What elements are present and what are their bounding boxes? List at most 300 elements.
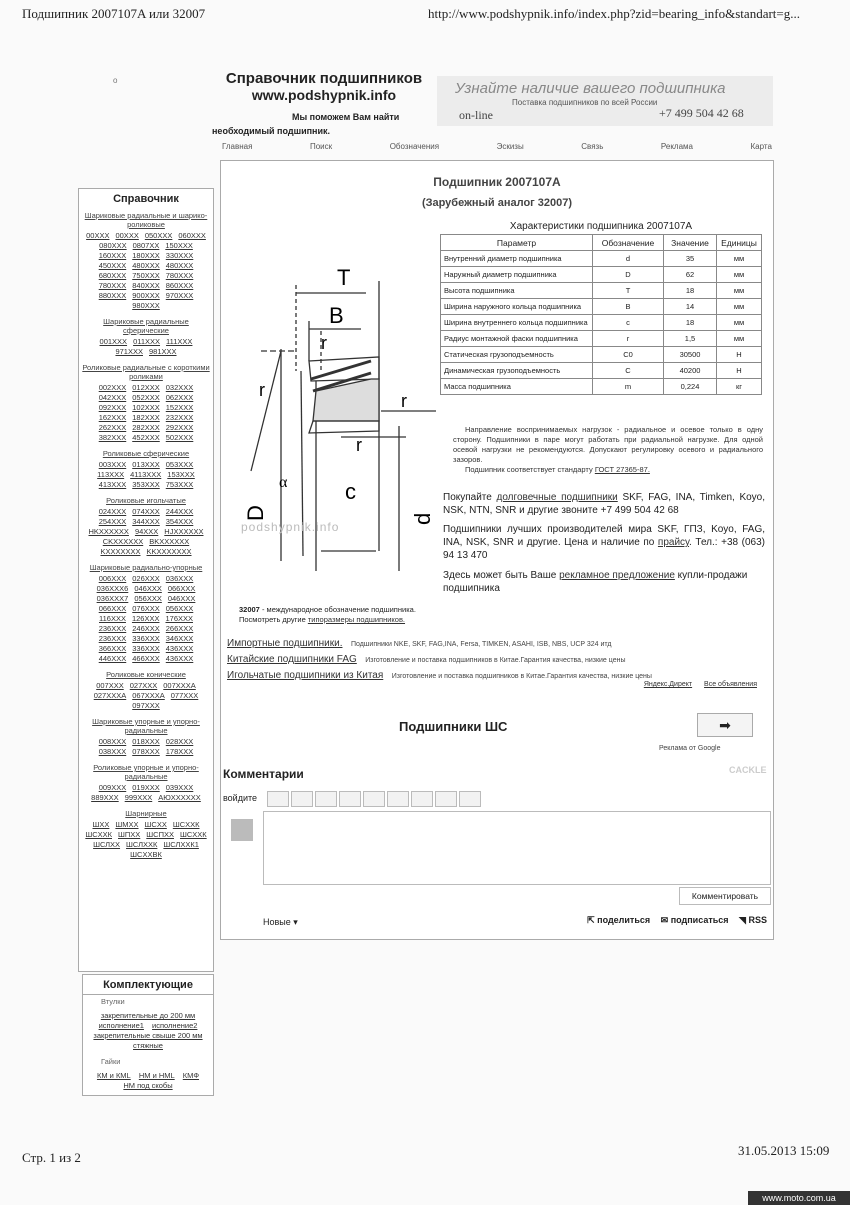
avatar: [231, 819, 253, 841]
spec-header-symbol: Обозначение: [593, 235, 664, 251]
sidebar-item-link[interactable]: ШXX: [92, 820, 110, 829]
spec-value: 0,224: [664, 379, 717, 395]
sidebar-item-link[interactable]: 450XXX: [98, 261, 127, 270]
ads-footer: [644, 681, 757, 688]
nuts-title: Гайки: [101, 1057, 121, 1066]
sidebar-item-link[interactable]: 232XXX: [165, 413, 194, 422]
spec-header-units: Единицы: [717, 235, 762, 251]
sidebar-item-link[interactable]: ШСXX: [144, 820, 167, 829]
sidebar-item-link[interactable]: 024XXX: [98, 507, 127, 516]
comment-textarea[interactable]: [263, 811, 771, 885]
sidebar-item-link[interactable]: ШСXXК: [85, 830, 113, 839]
sidebar-item-link[interactable]: 180XXX: [132, 251, 160, 260]
sidebar-item-link[interactable]: 889XXX: [91, 793, 119, 802]
sidebar-item-link[interactable]: KKXXXXXXX: [146, 547, 192, 556]
sidebar-item-link[interactable]: 056XXX: [134, 594, 162, 603]
sidebar-item-link[interactable]: 366XXX: [98, 644, 127, 653]
sidebar-item-link[interactable]: KXXXXXXX: [100, 547, 141, 556]
spec-row: [441, 331, 762, 347]
social-login-button[interactable]: [387, 791, 409, 807]
help-line2: необходимый подшипник.: [212, 126, 331, 136]
sidebar-item-link[interactable]: 980XXX: [132, 301, 160, 310]
sidebar-section-title[interactable]: Роликовые сферические: [102, 449, 190, 458]
sidebar-sections: [79, 211, 213, 860]
sidebar-item-link[interactable]: 244XXX: [165, 507, 194, 516]
sidebar-item-link[interactable]: 018XXX: [132, 737, 160, 746]
spec-row: [441, 363, 762, 379]
spec-symbol: D: [593, 267, 664, 283]
sidebar-item-link[interactable]: 013XXX: [132, 460, 160, 469]
sidebar-item-link[interactable]: 050XXX: [144, 231, 173, 240]
spec-value: 14: [664, 299, 717, 315]
sidebar-item-link[interactable]: 067XXXA: [132, 691, 165, 700]
sidebar-item-link[interactable]: 346XXX: [165, 634, 194, 643]
sidebar-item-link[interactable]: 880XXX: [98, 291, 127, 300]
nut-link[interactable]: НМ и НМL: [138, 1071, 175, 1080]
sidebar-item-link[interactable]: 002XXX: [98, 383, 127, 392]
spec-value: 30500: [664, 347, 717, 363]
sidebar: [78, 188, 214, 972]
intl-see: Посмотреть другие: [239, 615, 306, 624]
sidebar-item-link[interactable]: 480XXX: [132, 261, 160, 270]
sidebar-item-link[interactable]: 007XXXA: [163, 681, 196, 690]
ad-link[interactable]: Импортные подшипники.: [227, 638, 343, 649]
label-r-top: r: [321, 333, 327, 353]
arrow-right-icon: ➡: [719, 717, 731, 733]
sidebar-item-link[interactable]: 262XXX: [98, 423, 127, 432]
spec-symbol: B: [593, 299, 664, 315]
promo-price: [443, 523, 765, 562]
sidebar-item-link[interactable]: 032XXX: [165, 383, 194, 392]
promo-buy-prefix: Покупайте: [443, 492, 492, 503]
bushing-link[interactable]: закрепительные до 200 мм: [100, 1011, 196, 1020]
spec-unit: Н: [717, 347, 762, 363]
spec-row: [441, 379, 762, 395]
sidebar-section-title[interactable]: Роликовые игольчатые: [106, 496, 186, 505]
sort-label: Новые: [263, 917, 291, 927]
sidebar-item-link[interactable]: 353XXX: [132, 480, 160, 489]
sidebar-item-link[interactable]: 344XXX: [132, 517, 160, 526]
sidebar-item-link[interactable]: 046XXX: [134, 584, 162, 593]
spec-row: [441, 283, 762, 299]
sidebar-item-link[interactable]: 097XXX: [132, 701, 160, 710]
promo-ad: [443, 569, 765, 595]
social-login-button[interactable]: [339, 791, 361, 807]
share-link[interactable]: поделиться: [597, 915, 651, 925]
ad-link[interactable]: Китайские подшипники FAG: [227, 654, 357, 665]
sidebar-item-link[interactable]: 077XXX: [170, 691, 199, 700]
sidebar-item-link[interactable]: BKXXXXXX: [149, 537, 190, 546]
sidebar-section-items: [79, 383, 213, 443]
sidebar-item-link[interactable]: HKXXXXXX: [88, 527, 129, 536]
sidebar-item-link[interactable]: 111XXX: [166, 337, 193, 346]
spec-unit: мм: [717, 299, 762, 315]
nav-ads[interactable]: Реклама: [660, 142, 693, 151]
sidebar-item-link[interactable]: ШСЛXXК1: [163, 840, 199, 849]
bearing-note: [453, 425, 763, 475]
sidebar-item-link[interactable]: 413XXX: [98, 480, 127, 489]
sidebar-item-link[interactable]: 4113XXX: [130, 470, 162, 479]
sidebar-item-link[interactable]: 152XXX: [165, 403, 194, 412]
bushings-list: [83, 1011, 213, 1051]
nut-link[interactable]: КМФ: [182, 1071, 200, 1080]
nut-link[interactable]: НМ под скобы: [123, 1081, 173, 1090]
sidebar-item-link[interactable]: 046XXX: [167, 594, 196, 603]
subscribe-link[interactable]: подписаться: [670, 915, 729, 925]
social-login-button[interactable]: [363, 791, 385, 807]
sidebar-item-link[interactable]: 003XXX: [98, 460, 127, 469]
sidebar-item-link[interactable]: 150XXX: [165, 241, 193, 250]
social-login-button[interactable]: [411, 791, 433, 807]
submit-comment-button[interactable]: Комментировать: [679, 887, 771, 905]
label-c: c: [345, 479, 356, 504]
bushing-link[interactable]: исполнение1: [98, 1021, 144, 1030]
sidebar-item-link[interactable]: 052XXX: [132, 393, 160, 402]
spec-param: Статическая грузоподъемность: [441, 347, 593, 363]
sidebar-item-link[interactable]: 981XXX: [149, 347, 177, 356]
promo-ad-prefix: Здесь может быть Ваше: [443, 570, 557, 581]
ad-desc: Изготовление и поставка подшипников в Китае.Гарантия качества, низкие цены: [365, 657, 626, 664]
sidebar-section-items: [79, 507, 213, 557]
sidebar-item-link[interactable]: CKXXXXXX: [102, 537, 144, 546]
sidebar-item-link[interactable]: 011XXX: [133, 337, 161, 346]
sidebar-section-title[interactable]: Роликовые радиальные с короткими роликами: [82, 363, 210, 381]
components-title: Комплектующие: [83, 979, 213, 995]
label-alpha: α: [279, 474, 288, 491]
comments-login-label: войдите: [223, 793, 258, 803]
sidebar-item-link[interactable]: 336XXX: [132, 634, 160, 643]
sidebar-item-link[interactable]: 330XXX: [165, 251, 194, 260]
intl-code: 32007: [239, 605, 260, 614]
sidebar-item-link[interactable]: 182XXX: [132, 413, 160, 422]
promo-ad-rest: купли-продажи подшипника: [443, 570, 748, 594]
sidebar-item-link[interactable]: 354XXX: [165, 517, 194, 526]
label-D: D: [243, 505, 268, 521]
sidebar-item-link[interactable]: 028XXX: [165, 737, 194, 746]
spec-unit: мм: [717, 283, 762, 299]
sh-title: Подшипники ШС: [399, 719, 508, 734]
sidebar-section-items: [79, 460, 213, 490]
site-title: Справочник подшипников: [225, 70, 423, 87]
nut-link[interactable]: КМ и КМL: [96, 1071, 131, 1080]
sh-arrow-button[interactable]: [697, 713, 753, 737]
nav-home[interactable]: Главная: [222, 142, 253, 151]
sidebar-item-link[interactable]: 026XXX: [132, 574, 160, 583]
spec-header-value: Значение: [664, 235, 717, 251]
sidebar-item-link[interactable]: 452XXX: [132, 433, 160, 442]
nav-map[interactable]: Карта: [750, 142, 772, 151]
product-subtitle: (Зарубежный аналог 32007): [421, 197, 573, 209]
spec-body: [441, 251, 762, 395]
sidebar-item-link[interactable]: 053XXX: [165, 460, 194, 469]
promo-buy-rest: SKF, FAG, INA, Timken, Koyo, NSK, NTN, SNR и другие звоните +7 499 504 42 68: [443, 492, 766, 516]
sidebar-item-link[interactable]: 062XXX: [165, 393, 194, 402]
sidebar-item-link[interactable]: 080XXX: [99, 241, 127, 250]
sidebar-item-link[interactable]: 027XXXA: [93, 691, 127, 700]
spec-symbol: C0: [593, 347, 664, 363]
sidebar-item-link[interactable]: 039XXX: [165, 783, 194, 792]
sidebar-item-link[interactable]: 153XXX: [167, 470, 195, 479]
spec-row: [441, 251, 762, 267]
promo-price-rest: . Тел.: +38 (063) 94 13 470: [443, 537, 765, 561]
sidebar-section-items: [79, 737, 213, 757]
sizes-link[interactable]: типоразмеры подшипников.: [307, 615, 406, 624]
sidebar-item-link[interactable]: 236XXX: [98, 624, 127, 633]
spec-param: Наружный диаметр подшипника: [441, 267, 593, 283]
sidebar-item-link[interactable]: ШСЛXXК: [126, 840, 158, 849]
promo-buy: [443, 491, 765, 517]
sidebar-item-link[interactable]: 019XXX: [132, 783, 160, 792]
sidebar-item-link[interactable]: 076XXX: [132, 604, 160, 613]
corner-mark: o: [113, 76, 118, 85]
bearing-drawing: [221, 261, 441, 591]
label-r-right: r: [401, 391, 407, 411]
yandex-direct-link[interactable]: Яндекс.Директ: [643, 681, 693, 688]
availability-banner[interactable]: [437, 76, 773, 126]
ad-link[interactable]: Игольчатые подшипники из Китая: [227, 670, 384, 681]
spec-symbol: d: [593, 251, 664, 267]
sidebar-item-link[interactable]: 078XXX: [132, 747, 160, 756]
sidebar-item-link[interactable]: 102XXX: [132, 403, 160, 412]
sidebar-item-link[interactable]: 446XXX: [98, 654, 127, 663]
banner-phone: +7 499 504 42 68: [659, 106, 744, 120]
banner-subline: Поставка подшипников по всей России: [512, 98, 658, 107]
spec-unit: кг: [717, 379, 762, 395]
sidebar-item-link[interactable]: ШМXX: [115, 820, 139, 829]
intl-designation: [239, 605, 559, 625]
google-ads-label: Реклама от Google: [659, 745, 721, 752]
label-d: d: [410, 512, 435, 525]
sidebar-item-link[interactable]: 254XXX: [98, 517, 127, 526]
sidebar-item-link[interactable]: 971XXX: [115, 347, 143, 356]
sidebar-item-link[interactable]: 116XXX: [98, 614, 126, 623]
sidebar-item-link[interactable]: 00XXX: [115, 231, 139, 240]
sidebar-title: Справочник: [113, 193, 179, 205]
main-content: [220, 160, 774, 940]
sidebar-item-link[interactable]: 066XXX: [98, 604, 127, 613]
sidebar-item-link[interactable]: 753XXX: [165, 480, 194, 489]
sidebar-section-title[interactable]: Шариковые радиальные и шарико-роликовые: [84, 211, 208, 229]
sidebar-item-link[interactable]: ШПXX: [118, 830, 141, 839]
spec-symbol: C: [593, 363, 664, 379]
sidebar-section-title[interactable]: Шариковые радиальные сферические: [103, 317, 189, 335]
sidebar-item-link[interactable]: 680XXX: [98, 271, 127, 280]
sidebar-section-title[interactable]: Роликовые конические: [106, 670, 186, 679]
sidebar-section-title[interactable]: Шариковые упорные и упорно-радиальные: [92, 717, 200, 735]
sidebar-item-link[interactable]: 036XXX6: [96, 584, 129, 593]
drawing-watermark: podshypnik.info: [241, 520, 340, 534]
watermark-badge: www.moto.com.ua: [748, 1191, 850, 1205]
sidebar-section-items: [79, 231, 213, 311]
sidebar-item-link[interactable]: 074XXX: [132, 507, 160, 516]
share-icon: ⇱: [587, 915, 595, 925]
sidebar-section-items: [79, 681, 213, 711]
sidebar-item-link[interactable]: 006XXX: [98, 574, 127, 583]
spec-value: 1,5: [664, 331, 717, 347]
banner-headline: Узнайте наличие вашего подшипника: [455, 80, 726, 97]
sidebar-item-link[interactable]: 780XXX: [165, 271, 194, 280]
sidebar-item-link[interactable]: 480XXX: [165, 261, 194, 270]
print-title: Подшипник 2007107A или 32007: [22, 6, 206, 21]
sidebar-item-link[interactable]: 009XXX: [98, 783, 127, 792]
sort-dropdown[interactable]: [263, 917, 298, 928]
sidebar-item-link[interactable]: 282XXX: [132, 423, 160, 432]
sidebar-item-link[interactable]: 160XXX: [98, 251, 127, 260]
sidebar-item-link[interactable]: ШСЛXX: [93, 840, 121, 849]
spec-symbol: r: [593, 331, 664, 347]
sidebar-item-link[interactable]: ШСXXК: [172, 820, 200, 829]
sidebar-item-link[interactable]: 007XXX: [96, 681, 124, 690]
sidebar-section-title[interactable]: Роликовые упорные и упорно-радиальные: [93, 763, 199, 781]
rss-link[interactable]: RSS: [748, 915, 767, 925]
sidebar-item-link[interactable]: 126XXX: [131, 614, 160, 623]
ad-list: [227, 633, 767, 681]
spec-unit: Н: [717, 363, 762, 379]
main-nav: [222, 142, 772, 158]
spec-row: [441, 267, 762, 283]
bushing-link[interactable]: исполнение2: [152, 1021, 198, 1030]
spec-value: 18: [664, 283, 717, 299]
help-line1: Мы поможем Вам найти: [292, 112, 400, 122]
sidebar-item-link[interactable]: 056XXX: [165, 604, 194, 613]
product-title: Подшипник 2007107A: [433, 175, 561, 189]
spec-param: Ширина наружного кольца подшипника: [441, 299, 593, 315]
sidebar-item-link[interactable]: ШСXXВК: [130, 850, 162, 859]
social-login-button[interactable]: [291, 791, 313, 807]
sidebar-item-link[interactable]: 066XXX: [167, 584, 196, 593]
sidebar-item-link[interactable]: 00XXX: [86, 231, 110, 240]
sidebar-item-link[interactable]: 113XXX: [97, 470, 125, 479]
spec-unit: мм: [717, 267, 762, 283]
sidebar-item-link[interactable]: 038XXX: [98, 747, 127, 756]
sidebar-item-link[interactable]: 246XXX: [132, 624, 160, 633]
sidebar-item-link[interactable]: 502XXX: [165, 433, 194, 442]
sidebar-item-link[interactable]: 999XXX: [124, 793, 153, 802]
nav-designations[interactable]: Обозначения: [389, 142, 440, 151]
sidebar-item-link[interactable]: 008XXX: [98, 737, 127, 746]
comment-actions: [587, 915, 767, 926]
sidebar-item-link[interactable]: 012XXX: [132, 383, 160, 392]
label-T: T: [337, 265, 351, 290]
sidebar-item-link[interactable]: 0807XX: [132, 241, 160, 250]
sidebar-item-link[interactable]: ШСПXX: [146, 830, 174, 839]
spec-unit: мм: [717, 251, 762, 267]
promo-buy-link[interactable]: долговечные подшипники: [496, 492, 618, 503]
sidebar-item-link[interactable]: 036XXX: [165, 574, 194, 583]
spec-param: Масса подшипника: [441, 379, 593, 395]
site-domain[interactable]: www.podshypnik.info: [251, 87, 397, 103]
spec-param: Динамическая грузоподъемность: [441, 363, 593, 379]
sidebar-item-link[interactable]: 840XXX: [132, 281, 160, 290]
ad-desc: Изготовление и поставка подшипников в Китае.Гарантия качества, низкие цены: [391, 673, 652, 680]
sidebar-item-link[interactable]: 436XXX: [165, 644, 194, 653]
spec-value: 40200: [664, 363, 717, 379]
sidebar-item-link[interactable]: 027XXX: [129, 681, 158, 690]
sidebar-item-link[interactable]: 900XXX: [132, 291, 160, 300]
comments-title: Комментарии: [223, 767, 304, 781]
social-login-button[interactable]: [267, 791, 289, 807]
ad-desc: Подшипники NKE, SKF, FAG,INA, Fersa, TIMKEN, ASAHI, ISB, NBS, UCP 324 итд: [350, 641, 612, 648]
sidebar-item-link[interactable]: 042XXX: [98, 393, 127, 402]
spec-header-param: Параметр: [441, 235, 593, 251]
sidebar-section-title[interactable]: Шарнирные: [125, 809, 167, 818]
sidebar-item-link[interactable]: HJXXXXXX: [164, 527, 204, 536]
spec-symbol: c: [593, 315, 664, 331]
sidebar-item-link[interactable]: 860XXX: [165, 281, 194, 290]
social-login-button[interactable]: [315, 791, 337, 807]
sidebar-item-link[interactable]: 292XXX: [165, 423, 194, 432]
sidebar-item-link[interactable]: 466XXX: [132, 654, 160, 663]
sidebar-item-link[interactable]: 001XXX: [99, 337, 128, 346]
sidebar-item-link[interactable]: АЮXXXXXX: [158, 793, 201, 802]
mail-icon: ✉: [660, 915, 669, 925]
sidebar-item-link[interactable]: 236XXX: [98, 634, 127, 643]
sidebar-item-link[interactable]: 970XXX: [165, 291, 194, 300]
spec-unit: мм: [717, 315, 762, 331]
sidebar-item-link[interactable]: 036XXX7: [96, 594, 129, 603]
ad-item: [227, 649, 767, 665]
nav-search[interactable]: Поиск: [309, 142, 333, 151]
nuts-list: [83, 1071, 213, 1091]
nav-sketches[interactable]: Эскизы: [496, 142, 524, 151]
print-url: http://www.podshypnik.info/index.php?zid=bearing_info&standart=g...: [428, 6, 800, 21]
sidebar-item-link[interactable]: 750XXX: [132, 271, 160, 280]
sidebar-section-items: [79, 337, 213, 357]
spec-symbol: m: [593, 379, 664, 395]
spec-value: 62: [664, 267, 717, 283]
banner-online: on-line: [459, 108, 493, 122]
intl-text: - международное обозначение подшипника.: [261, 605, 416, 614]
label-r-left: r: [259, 380, 265, 400]
gost-link[interactable]: ГОСТ 27365-87.: [594, 465, 650, 474]
label-B: B: [329, 303, 344, 328]
nav-contact[interactable]: Связь: [581, 142, 604, 151]
print-page-number: Стр. 1 из 2: [22, 1150, 81, 1165]
sidebar-item-link[interactable]: 266XXX: [165, 624, 194, 633]
spec-value: 18: [664, 315, 717, 331]
sidebar-section-title[interactable]: Шариковые радиально-упорные: [89, 563, 203, 572]
spec-symbol: T: [593, 283, 664, 299]
sidebar-section-items: [79, 820, 213, 860]
sidebar-item-link[interactable]: ШСXXК: [179, 830, 207, 839]
sidebar-item-link[interactable]: 382XXX: [98, 433, 127, 442]
sidebar-item-link[interactable]: 178XXX: [165, 747, 194, 756]
bushing-link[interactable]: стяжные: [133, 1041, 163, 1050]
spec-param: Внутренний диаметр подшипника: [441, 251, 593, 267]
social-login-button[interactable]: [459, 791, 481, 807]
sidebar-item-link[interactable]: 092XXX: [98, 403, 127, 412]
spec-caption: Характеристики подшипника 2007107A: [509, 221, 693, 232]
sidebar-item-link[interactable]: 94XXX: [134, 527, 159, 536]
sidebar-item-link[interactable]: 780XXX: [98, 281, 127, 290]
sidebar-item-link[interactable]: 336XXX: [132, 644, 160, 653]
all-ads-link[interactable]: Все объявления: [704, 681, 757, 688]
sidebar-item-link[interactable]: 436XXX: [165, 654, 194, 663]
sidebar-item-link[interactable]: 162XXX: [98, 413, 127, 422]
spec-param: Радиус монтажной фаски подшипника: [441, 331, 593, 347]
spec-row: [441, 299, 762, 315]
ad-offer-link[interactable]: рекламное предложение: [559, 570, 675, 581]
price-link[interactable]: прайсу: [657, 537, 690, 548]
sidebar-item-link[interactable]: 176XXX: [165, 614, 194, 623]
chevron-down-icon: ▾: [293, 917, 298, 927]
sidebar-section-items: [79, 783, 213, 803]
bushing-link[interactable]: закрепительные свыше 200 мм: [93, 1031, 203, 1040]
label-r-inner: r: [356, 435, 362, 455]
note-standard: Подшипник соответствует стандарту: [465, 465, 593, 474]
sidebar-item-link[interactable]: 060XXX: [178, 231, 206, 240]
social-login-button[interactable]: [435, 791, 457, 807]
